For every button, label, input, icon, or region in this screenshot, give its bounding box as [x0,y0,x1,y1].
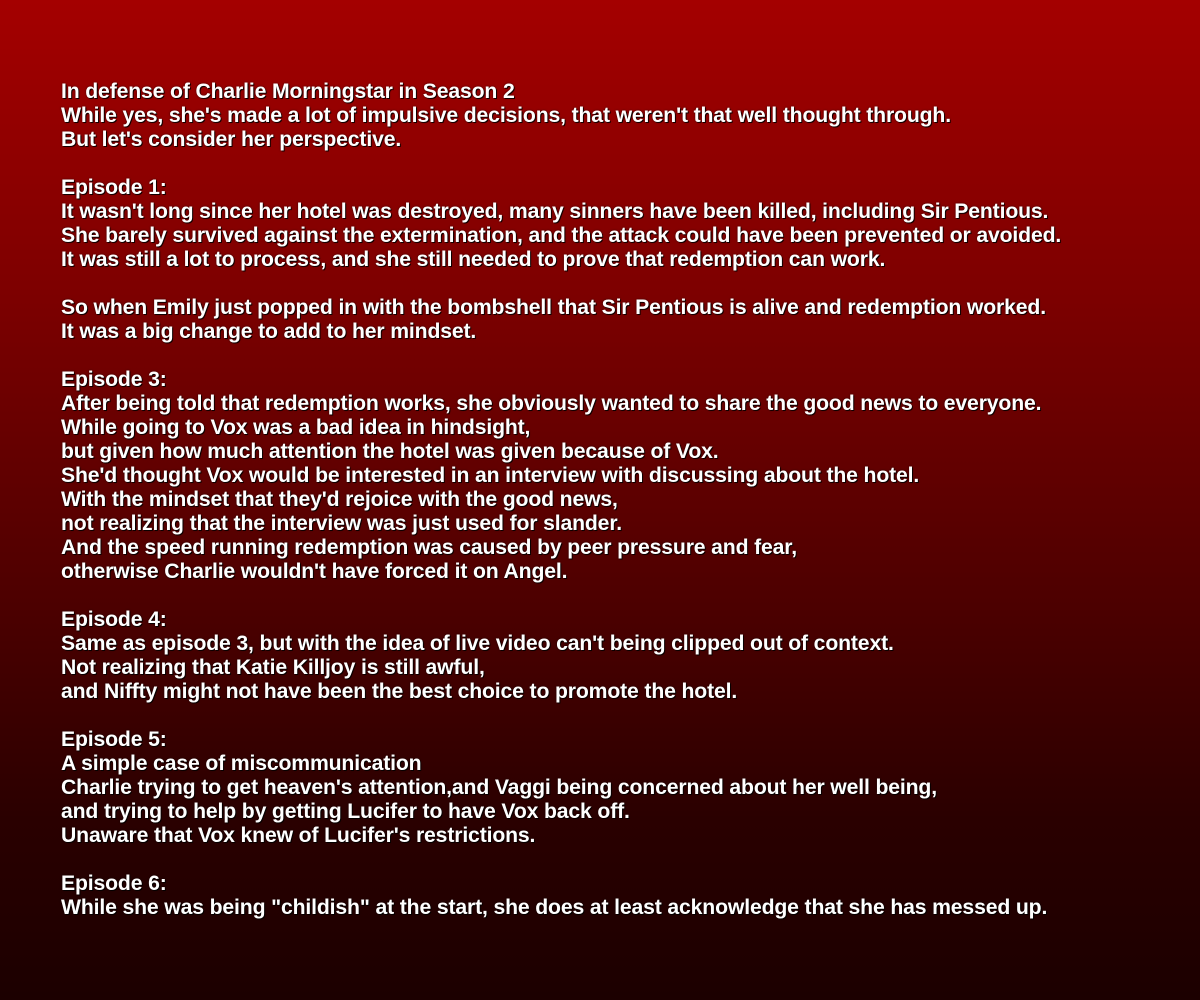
post-title: In defense of Charlie Morningstar in Season 2 [61,80,515,103]
body-line: and Niffty might not have been the best choice to promote the hotel. [61,680,738,703]
section-episode-6 [61,872,1181,920]
body-line: And the speed running redemption was caused by peer pressure and fear, [61,536,797,559]
paragraph-break [61,584,1181,608]
body-line: While she was being "childish" at the start, she does at least acknowledge that she has messed up. [61,896,1048,919]
section-heading: Episode 6: [61,872,167,895]
body-line: With the mindset that they'd rejoice with the good news, [61,488,618,511]
section-episode-5 [61,728,1181,848]
paragraph-break [61,152,1181,176]
body-line: She barely survived against the extermination, and the attack could have been prevented or avoided. [61,224,1062,247]
intro-line: While yes, she's made a lot of impulsive decisions, that weren't that well thought through. [61,104,951,127]
body-line: It was a big change to add to her mindset. [61,320,477,343]
body-line: A simple case of miscommunication [61,752,422,775]
paragraph-break [61,704,1181,728]
body-line: While going to Vox was a bad idea in hindsight, [61,416,531,439]
body-line: She'd thought Vox would be interested in an interview with discussing about the hotel. [61,464,920,487]
body-line: not realizing that the interview was just used for slander. [61,512,622,535]
body-line: Charlie trying to get heaven's attention,and Vaggi being concerned about her well being, [61,776,937,799]
paragraph-break [61,848,1181,872]
body-line: It wasn't long since her hotel was destroyed, many sinners have been killed, including Sir Pentious. [61,200,1049,223]
section-episode-1 [61,176,1181,344]
body-line: Unaware that Vox knew of Lucifer's restrictions. [61,824,536,847]
body-line: and trying to help by getting Lucifer to have Vox back off. [61,800,630,823]
section-episode-3 [61,368,1181,584]
section-heading: Episode 3: [61,368,167,391]
body-line: After being told that redemption works, she obviously wanted to share the good news to everyone. [61,392,1042,415]
paragraph-break [61,272,1181,296]
post-text [61,80,1181,920]
body-line: otherwise Charlie wouldn't have forced it on Angel. [61,560,568,583]
body-line: It was still a lot to process, and she still needed to prove that redemption can work. [61,248,886,271]
body-line: So when Emily just popped in with the bombshell that Sir Pentious is alive and redemption worked. [61,296,1046,319]
section-episode-4 [61,608,1181,704]
intro-line: But let's consider her perspective. [61,128,402,151]
section-heading: Episode 5: [61,728,167,751]
body-line: but given how much attention the hotel was given because of Vox. [61,440,719,463]
section-heading: Episode 4: [61,608,167,631]
paragraph-break [61,344,1181,368]
section-heading: Episode 1: [61,176,167,199]
body-line: Same as episode 3, but with the idea of live video can't being clipped out of context. [61,632,894,655]
body-line: Not realizing that Katie Killjoy is still awful, [61,656,485,679]
